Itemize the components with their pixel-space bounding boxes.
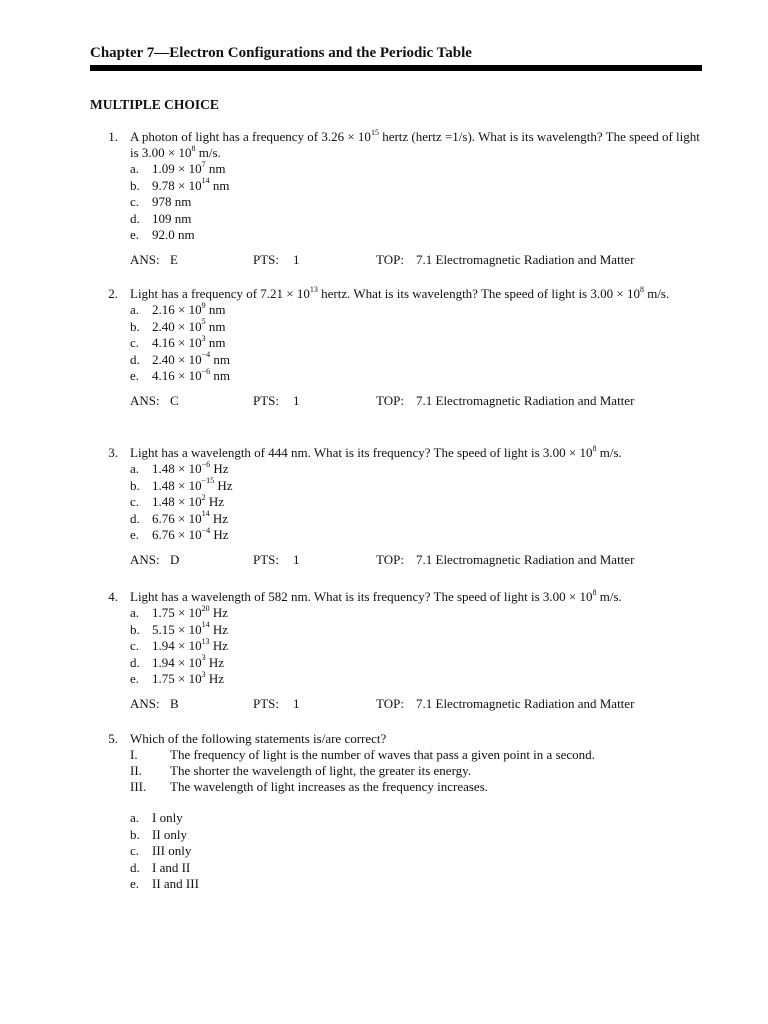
option-text: $6.76 \times 10^{-4}$ Hz xyxy=(152,525,229,542)
option-letter: b. xyxy=(130,826,140,842)
option-letter: c. xyxy=(130,638,140,653)
answer-option xyxy=(130,622,705,639)
option-text: 978 nm xyxy=(152,194,192,209)
topic-value: 7.1 Electromagnetic Radiation and Matter xyxy=(416,695,635,711)
ans-label: ANS: xyxy=(130,551,160,567)
option-letter: c. xyxy=(130,494,140,509)
option-letter: a. xyxy=(130,161,140,176)
topic-label: TOP: xyxy=(376,392,404,408)
option-text: $1.94 \times 10^3$ Hz xyxy=(152,653,225,670)
option-text: $1.75 \times 10^3$ Hz xyxy=(152,669,225,686)
statement-item xyxy=(130,747,705,763)
question-item xyxy=(90,445,705,568)
header-rule xyxy=(90,65,702,71)
topic-label: TOP: xyxy=(376,251,404,267)
answer-option xyxy=(130,671,705,688)
answer-option xyxy=(130,178,705,195)
topic-label: TOP: xyxy=(376,695,404,711)
pts-value: 1 xyxy=(293,551,300,567)
answer-option xyxy=(130,319,705,336)
option-letter: d. xyxy=(130,351,140,367)
ans-label: ANS: xyxy=(130,392,160,408)
ans-label: ANS: xyxy=(130,695,160,711)
answer-option xyxy=(130,335,705,352)
answer-option xyxy=(130,638,705,655)
pts-label: PTS: xyxy=(253,251,280,267)
option-text: $9.78 \times 10^{14}$ nm xyxy=(152,176,230,193)
option-list xyxy=(130,302,705,385)
answer-option xyxy=(130,843,705,860)
question-text: Light has a wavelength of 582 nm. What is its frequency? The speed of light is $3.00 \times 10^8$ m/s. xyxy=(130,587,622,604)
statement-item xyxy=(130,763,705,779)
option-letter: c. xyxy=(130,843,140,858)
option-letter: e. xyxy=(130,671,140,686)
option-letter: a. xyxy=(130,810,140,825)
pts-label: PTS: xyxy=(253,551,280,567)
answer-option xyxy=(130,194,705,211)
option-text: $1.94 \times 10^{13}$ Hz xyxy=(152,636,229,653)
option-list xyxy=(130,605,705,688)
question-stem xyxy=(90,129,705,161)
statement-number: III. xyxy=(130,779,147,794)
option-text: II only xyxy=(152,826,188,842)
answer-option xyxy=(130,161,705,178)
topic-value: 7.1 Electromagnetic Radiation and Matter xyxy=(416,392,635,408)
chapter-title: Chapter 7—Electron Configurations and the Periodic Table xyxy=(90,45,472,61)
question-number: 4. xyxy=(108,589,118,604)
option-letter: b. xyxy=(130,177,140,193)
question-stem xyxy=(90,731,705,747)
option-list xyxy=(130,161,705,244)
answer-key-line xyxy=(130,552,705,568)
answer-key-line xyxy=(130,252,705,268)
answer-option xyxy=(130,827,705,844)
question-text: A photon of light has a frequency of $3.26 \times 10^{15}$ hertz (hertz =1/s). What is its wavelength? The speed of light is $3.00 \times 10^8$ m/s. xyxy=(130,127,700,160)
pts-value: 1 xyxy=(293,251,300,267)
answer-option xyxy=(130,511,705,528)
question-item xyxy=(90,286,705,409)
answer-option xyxy=(130,368,705,385)
answer-option xyxy=(130,655,705,672)
option-letter: d. xyxy=(130,654,140,670)
question-stem xyxy=(90,589,705,605)
pts-label: PTS: xyxy=(253,392,280,408)
answer-option xyxy=(130,605,705,622)
question-number: 3. xyxy=(108,445,118,460)
option-letter: b. xyxy=(130,621,140,637)
option-text: $4.16 \times 10^{-6}$ nm xyxy=(152,366,230,383)
question-number: 2. xyxy=(108,286,118,301)
option-text: $6.76 \times 10^{14}$ Hz xyxy=(152,509,229,526)
section-title: MULTIPLE CHOICE xyxy=(90,97,219,112)
question-stem xyxy=(90,445,705,461)
option-letter: b. xyxy=(130,318,140,334)
option-letter: d. xyxy=(130,210,140,226)
answer-option xyxy=(130,527,705,544)
answer-option xyxy=(130,227,705,244)
option-text: 92.0 nm xyxy=(152,227,195,242)
ans-label: ANS: xyxy=(130,251,160,267)
question-text: Light has a wavelength of 444 nm. What is its frequency? The speed of light is $3.00 \times 10^8$ m/s. xyxy=(130,443,622,460)
question-number: 1. xyxy=(108,129,118,144)
option-text: II and III xyxy=(152,876,199,891)
option-letter: a. xyxy=(130,461,140,476)
topic-value: 7.1 Electromagnetic Radiation and Matter xyxy=(416,551,635,567)
answer-option xyxy=(130,302,705,319)
question-text: Which of the following statements is/are correct? xyxy=(130,731,387,746)
topic-value: 7.1 Electromagnetic Radiation and Matter xyxy=(416,251,635,267)
statement-number: I. xyxy=(130,747,138,762)
answer-option xyxy=(130,810,705,827)
option-text: 109 nm xyxy=(152,210,192,226)
pts-label: PTS: xyxy=(253,695,280,711)
option-text: $1.48 \times 10^{-15}$ Hz xyxy=(152,476,233,493)
pts-value: 1 xyxy=(293,695,300,711)
option-text: $1.48 \times 10^{-6}$ Hz xyxy=(152,459,229,476)
option-text: III only xyxy=(152,843,192,858)
option-text: $1.75 \times 10^{20}$ Hz xyxy=(152,603,229,620)
option-text: I only xyxy=(152,810,183,825)
option-letter: d. xyxy=(130,510,140,526)
answer-option xyxy=(130,478,705,495)
option-text: $1.09 \times 10^7$ nm xyxy=(152,159,226,176)
answer-option xyxy=(130,461,705,478)
option-letter: b. xyxy=(130,477,140,493)
question-text: Light has a frequency of $7.21 \times 10^{13}$ hertz. What is its wavelength? The speed of light is $3.00 \times 10^8$ m/s. xyxy=(130,284,670,301)
pts-value: 1 xyxy=(293,392,300,408)
statement-list xyxy=(130,747,705,795)
option-text: $2.16 \times 10^9$ nm xyxy=(152,300,226,317)
question-item xyxy=(90,731,705,893)
option-text: $2.40 \times 10^5$ nm xyxy=(152,317,226,334)
option-letter: c. xyxy=(130,194,140,209)
question-item xyxy=(90,129,705,268)
statement-text: The shorter the wavelength of light, the greater its energy. xyxy=(170,763,472,778)
option-letter: e. xyxy=(130,876,140,891)
answer-option xyxy=(130,494,705,511)
option-text: I and II xyxy=(152,859,191,875)
question-stem xyxy=(90,286,705,302)
ans-value: D xyxy=(170,551,180,567)
ans-value: C xyxy=(170,392,179,408)
answer-option xyxy=(130,352,705,369)
question-item xyxy=(90,589,705,712)
option-letter: e. xyxy=(130,227,140,242)
option-text: $1.48 \times 10^2$ Hz xyxy=(152,492,225,509)
option-text: $2.40 \times 10^{-4}$ nm xyxy=(152,350,230,367)
statement-text: The frequency of light is the number of waves that pass a given point in a second. xyxy=(170,747,595,762)
answer-option xyxy=(130,860,705,877)
ans-value: E xyxy=(170,251,178,267)
ans-value: B xyxy=(170,695,179,711)
option-letter: e. xyxy=(130,527,140,542)
answer-option xyxy=(130,211,705,228)
answer-key-line xyxy=(130,696,705,712)
option-letter: d. xyxy=(130,859,140,875)
statement-number: II. xyxy=(130,763,142,778)
option-list xyxy=(130,810,705,893)
option-letter: a. xyxy=(130,605,140,620)
option-list xyxy=(130,461,705,544)
option-letter: c. xyxy=(130,335,140,350)
option-text: $4.16 \times 10^3$ nm xyxy=(152,333,226,350)
option-letter: e. xyxy=(130,368,140,383)
answer-option xyxy=(130,876,705,893)
topic-label: TOP: xyxy=(376,551,404,567)
option-text: $5.15 \times 10^{14}$ Hz xyxy=(152,620,229,637)
question-number: 5. xyxy=(108,731,118,746)
statement-text: The wavelength of light increases as the frequency increases. xyxy=(170,779,489,794)
option-letter: a. xyxy=(130,302,140,317)
answer-key-line xyxy=(130,393,705,409)
statement-item xyxy=(130,779,705,795)
